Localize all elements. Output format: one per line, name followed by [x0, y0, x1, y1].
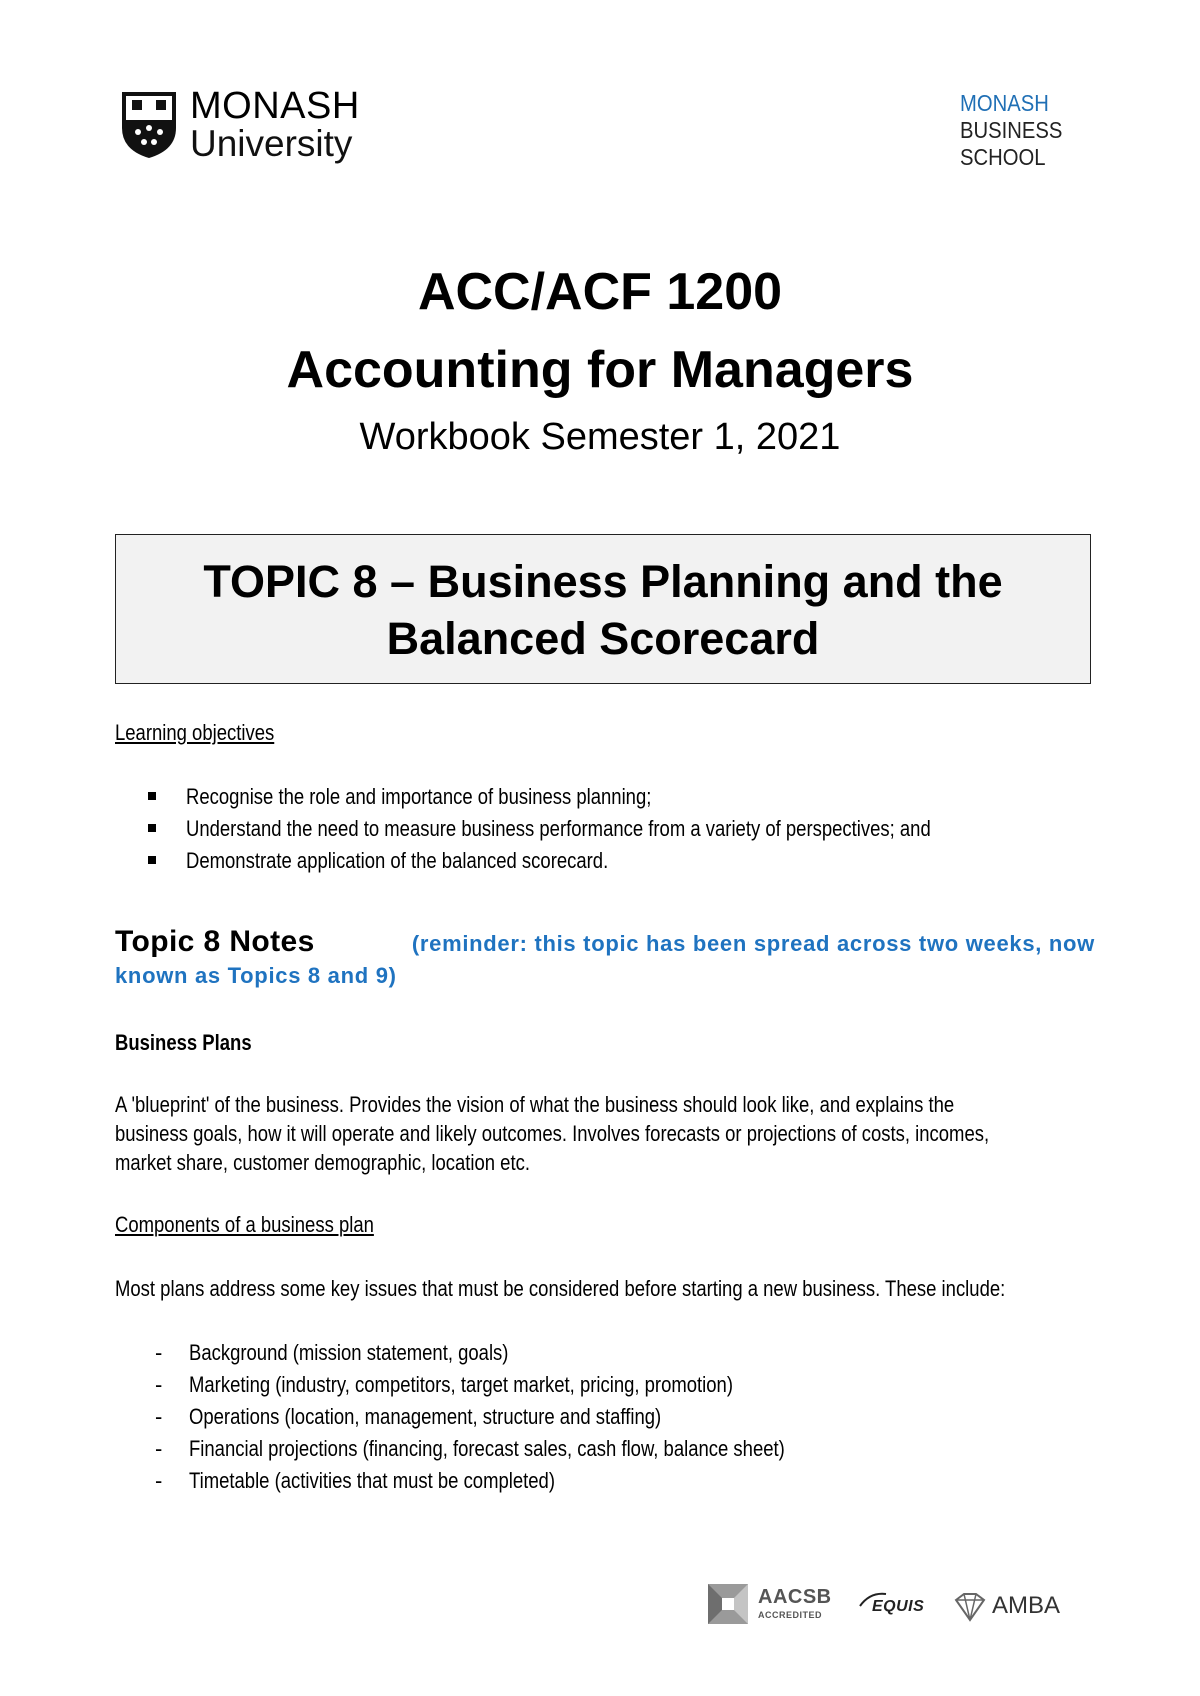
equis-logo: [858, 1584, 938, 1630]
topic-title-line1: TOPIC 8 – Business Planning and the: [203, 556, 1003, 607]
list-item-text: Timetable (activities that must be completed): [189, 1468, 555, 1493]
dash-bullet-icon: -: [155, 1436, 163, 1461]
aacsb-sub: ACCREDITED: [758, 1610, 823, 1620]
aacsb-name: AACSB: [758, 1586, 832, 1608]
aacsb-logo: [708, 1584, 838, 1630]
square-bullet-icon: [148, 824, 156, 832]
dash-bullet-icon: -: [155, 1340, 163, 1365]
notes-reminder-line2: known as Topics 8 and 9): [115, 963, 397, 988]
university-name-line2: University: [190, 123, 353, 164]
list-item-text: Understand the need to measure business performance from a variety of perspectives; and: [186, 816, 931, 841]
list-item-text: Demonstrate application of the balanced scorecard.: [186, 848, 609, 873]
list-item-text: Operations (location, management, structure and staffing): [189, 1404, 662, 1429]
amba-name: AMBA: [992, 1592, 1061, 1619]
school-logo-line1: MONASH: [960, 90, 1049, 116]
square-bullet-icon: [148, 856, 156, 864]
square-bullet-icon: [148, 792, 156, 800]
paragraph-line: business goals, how it will operate and likely outcomes. Involves forecasts or projections of costs, incomes,: [115, 1121, 990, 1146]
amba-logo: [952, 1584, 1072, 1630]
topic-title-line2: Balanced Scorecard: [386, 613, 820, 664]
university-name-line1: MONASH: [190, 85, 360, 127]
topic-title: [116, 535, 1090, 667]
notes-reminder-line1: (reminder: this topic has been spread across two weeks, now: [411, 931, 1095, 956]
notes-title: Topic 8 Notes: [115, 925, 315, 958]
topic-box: [115, 534, 1091, 684]
monash-university-logo: [118, 84, 378, 164]
notes-heading: [115, 924, 1095, 990]
paragraph-line: A 'blueprint' of the business. Provides the vision of what the business should look like, and explains the: [115, 1092, 955, 1117]
list-item-text: Recognise the role and importance of business planning;: [186, 784, 652, 809]
components-heading: Components of a business plan: [115, 1212, 374, 1237]
dash-bullet-icon: -: [155, 1468, 163, 1493]
aacsb-square-icon: [708, 1584, 748, 1624]
school-logo-line3: SCHOOL: [960, 144, 1046, 170]
learning-objectives-heading: Learning objectives: [115, 720, 275, 745]
dash-bullet-icon: -: [155, 1404, 163, 1429]
equis-name: EQUIS: [872, 1598, 925, 1615]
list-item-text: Marketing (industry, competitors, target market, pricing, promotion): [189, 1372, 733, 1397]
course-name: Accounting for Managers: [286, 341, 914, 399]
business-plans-paragraph: [115, 1090, 1156, 1177]
shield-crest-icon: [118, 88, 180, 160]
list-item-text: Background (mission statement, goals): [189, 1340, 509, 1365]
list-item-text: Financial projections (financing, forecast sales, cash flow, balance sheet): [189, 1436, 785, 1461]
dash-bullet-icon: -: [155, 1372, 163, 1397]
amba-diamond-icon: [952, 1592, 988, 1622]
workbook-subtitle: Workbook Semester 1, 2021: [359, 416, 841, 458]
paragraph-line: market share, customer demographic, location etc.: [115, 1150, 530, 1175]
course-code: ACC/ACF 1200: [417, 263, 783, 321]
accreditation-logos: [708, 1584, 1068, 1634]
school-logo-line2: BUSINESS: [960, 117, 1063, 143]
components-intro: Most plans address some key issues that must be considered before starting a new business. These include:: [115, 1276, 1006, 1301]
business-school-logo: [960, 90, 1100, 171]
business-plans-heading: Business Plans: [115, 1030, 252, 1055]
